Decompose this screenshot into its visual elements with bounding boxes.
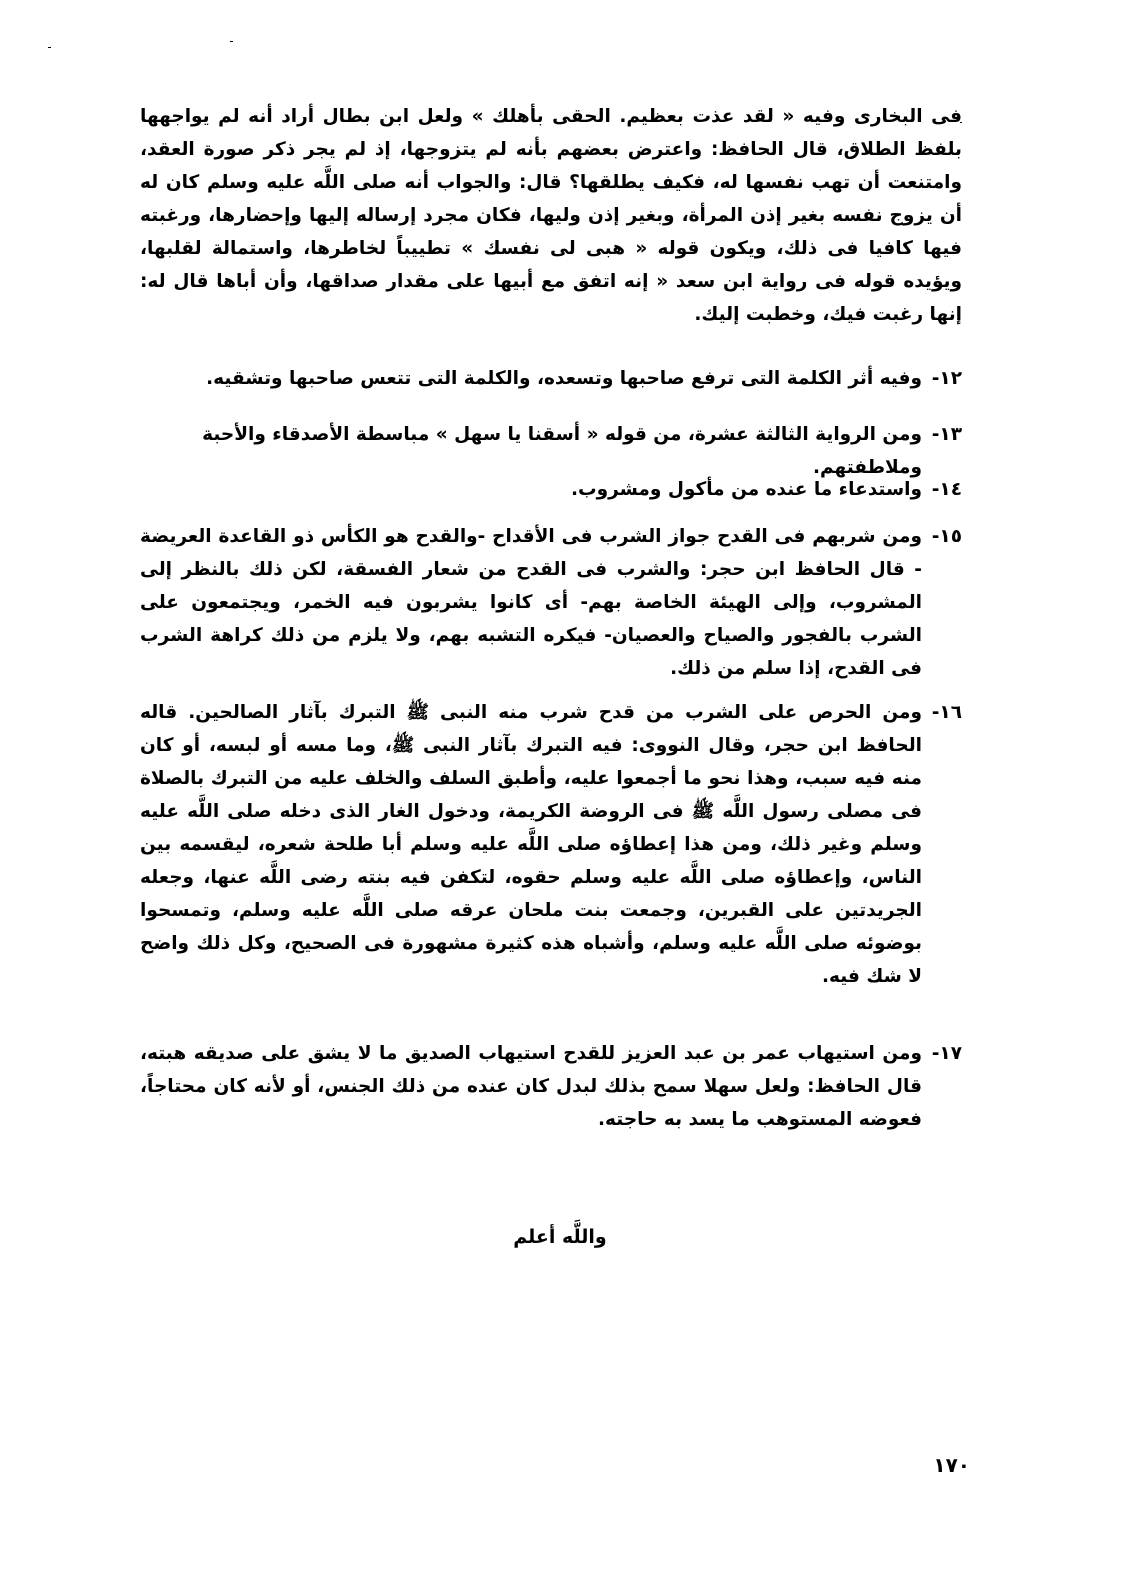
continuation-paragraph: فى البخارى وفيه « لقد عذت بعظيم. الحقى بأهلك » ولعل ابن بطال أراد أنه لم يواجهها بلفظ الطلاق، قال الحافظ: واعترض بعضهم بأنه لم يتزوجها، إذ لم يجر ذكر صورة العقد، وامتنعت أن تهب نفسها له، فكيف يطلقها؟ قال: والجواب أنه صلى اللَّه عليه وسلم كان له أن يزوج نفسه بغير إذن المرأة، وبغير إذن وليها، فكان مجرد إرساله إليها وإحضارها، ورغبته فيها كافيا فى ذلك، ويكون قوله « هبى لى نفسك » تطييباً لخاطرها، واستمالة لقلبها، ويؤيده قوله فى رواية ابن سعد « إنه اتفق مع أبيها على مقدار صداقها، وأن أباها قال له: إنها رغبت فيك، وخطبت إليك. bbox=[140, 106, 962, 325]
item-number: ١٥- bbox=[931, 526, 962, 547]
item-text: وفيه أثر الكلمة التى ترفع صاحبها وتسعده، والكلمة التى تتعس صاحبها وتشقيه. bbox=[206, 368, 922, 389]
list-item-17 bbox=[140, 1037, 962, 1136]
item-number: ١٤- bbox=[931, 479, 962, 500]
item-text: ومن استيهاب عمر بن عبد العزيز للقدح استيهاب الصديق ما لا يشق على صديقه هبته، قال الحافظ: ولعل سهلا سمح بذلك لبدل كان عنده من ذلك الجنس، أو لأنه كان محتاجاً، فعوضه المستوهب ما يسد به حاجته. bbox=[140, 1043, 922, 1130]
closing-phrase: واللَّه أعلم bbox=[513, 1226, 607, 1248]
scan-speck bbox=[230, 41, 233, 42]
item-number: ١٧- bbox=[931, 1043, 962, 1064]
item-text: واستدعاء ما عنده من مأكول ومشروب. bbox=[570, 479, 922, 500]
item-number: ١٦- bbox=[931, 702, 962, 723]
list-item-14 bbox=[140, 473, 962, 506]
list-item-16 bbox=[140, 696, 962, 993]
list-item-15 bbox=[140, 520, 962, 685]
item-text: ومن الرواية الثالثة عشرة، من قوله « أسقنا يا سهل » مباسطة الأصدقاء والأحبة وملاطفتهم. bbox=[202, 424, 922, 478]
scan-speck bbox=[48, 47, 51, 48]
item-number: ١٣- bbox=[931, 424, 962, 445]
item-text: ومن الحرص على الشرب من قدح شرب منه النبى ﷺ التبرك بآثار الصالحين. قاله الحافظ ابن حجر، وقال النووى: فيه التبرك بآثار النبى ﷺ، وما مسه أو لبسه، أو كان منه فيه سبب، وهذا نحو ما أجمعوا عليه، وأطبق السلف والخلف عليه من التبرك بالصلاة فى مصلى رسول اللَّه ﷺ فى الروضة الكريمة، ودخول الغار الذى دخله صلى اللَّه عليه وسلم وغير ذلك، ومن هذا إعطاؤه صلى اللَّه عليه وسلم أبا طلحة شعره، ليقسمه بين الناس، وإعطاؤه صلى اللَّه عليه وسلم حقوه، لتكفن فيه بنته رضى اللَّه عنها، وجعله الجريدتين على القبرين، وجمعت بنت ملحان عرقه صلى اللَّه عليه وسلم، وتمسحوا بوضوئه صلى اللَّه عليه وسلم، وأشباه هذه كثيرة مشهورة فى الصحيح، وكل ذلك واضح لا شك فيه. bbox=[140, 702, 922, 987]
list-item-12 bbox=[140, 362, 962, 395]
item-text: ومن شربهم فى القدح جواز الشرب فى الأقداح -والقدح هو الكأس ذو القاعدة العريضة - قال الحافظ ابن حجر: والشرب فى القدح من شعار الفسقة، لكن ذلك بالنظر إلى المشروب، وإلى الهيئة الخاصة بهم- أى كانوا يشربون فيه الخمر، ويجتمعون على الشرب بالفجور والصياح والعصيان- فيكره التشبه بهم، ولا يلزم من ذلك كراهة الشرب فى القدح، إذا سلم من ذلك. bbox=[140, 526, 922, 679]
page-number: ١٧٠ bbox=[933, 1453, 970, 1477]
item-number: ١٢- bbox=[931, 368, 962, 389]
